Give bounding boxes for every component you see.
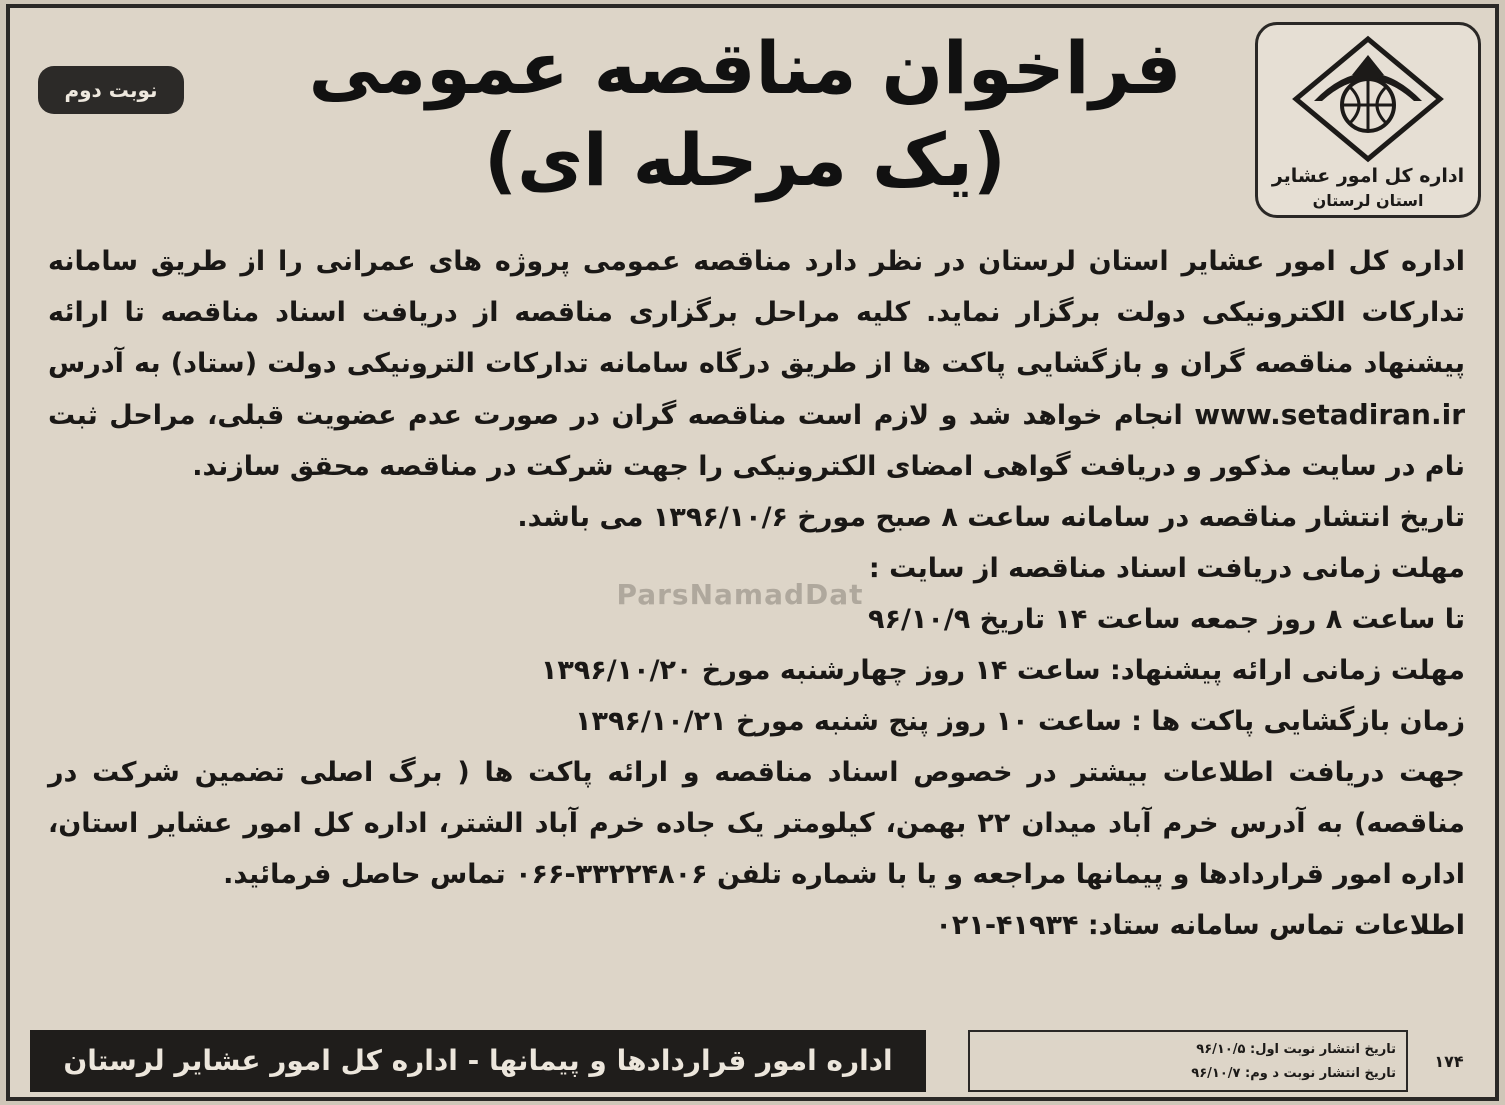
contact-info: جهت دریافت اطلاعات بیشتر در خصوص اسناد مناقصه و ارائه پاکت ها ( برگ اصلی تضمین شرکت در مناقصه) به آدرس خرم آباد میدان ۲۲ بهمن، کیلومتر یک جاده خرم آباد الشتر، اداره کل امور عشایر استان، اداره امور قراردادها و پیمانها مراجعه و یا با شماره تلفن ۳۳۲۲۴۸۰۶-۰۶۶ تماس حاصل فرمائید. — [48, 757, 1466, 890]
publish-dates-box — [968, 1030, 1408, 1092]
opening-time: زمان بازگشایی پاکت ها : ساعت ۱۰ روز پنج شنبه مورخ ۱۳۹۶/۱۰/۲۱ — [574, 706, 1465, 737]
publish-date: تاریخ انتشار مناقصه در سامانه ساعت ۸ صبح مورخ ۱۳۹۶/۱۰/۶ می باشد. — [517, 502, 1465, 533]
second-publish-date: تاریخ انتشار نوبت د وم: ۹۶/۱۰/۷ — [1191, 1066, 1396, 1081]
intro-text-part2: انجام خواهد شد و لازم است مناقصه گران در صورت عدم عضویت قبلی، مراحل ثبت نام در سایت مذکور و دریافت گواهی امضای الکترونیکی را جهت شرکت در مناقصه محقق سازند. — [48, 400, 1465, 482]
tender-announcement — [6, 4, 1499, 1101]
setad-contact: اطلاعات تماس سامانه ستاد: ۴۱۹۳۴-۰۲۱ — [935, 910, 1465, 941]
website-link[interactable]: www.setadiran.ir — [1194, 398, 1465, 431]
tribal-affairs-emblem-icon — [1292, 35, 1444, 163]
docs-deadline-label: مهلت زمانی دریافت اسناد مناقصه از سایت : — [868, 553, 1465, 584]
offer-deadline: مهلت زمانی ارائه پیشنهاد: ساعت ۱۴ روز چهارشنبه مورخ ۱۳۹۶/۱۰/۲۰ — [540, 655, 1465, 686]
first-publish-date: تاریخ انتشار نوبت اول: ۹۶/۱۰/۵ — [1196, 1042, 1396, 1057]
page-subtitle: (یک مرحله ای) — [484, 118, 1006, 202]
docs-deadline-value: تا ساعت ۸ روز جمعه ساعت ۱۴ تاریخ ۹۶/۱۰/۹ — [868, 604, 1465, 635]
intro-paragraph — [48, 236, 1465, 492]
publication-round-badge: نوبت دوم — [38, 66, 184, 114]
page-title: فراخوان مناقصه عمومی — [308, 26, 1182, 110]
watermark: ParsNamadDat — [616, 578, 864, 611]
page-number: ۱۷۴ — [1434, 1052, 1464, 1071]
footer-org-band: اداره امور قراردادها و پیمانها - اداره کل امور عشایر لرستان — [30, 1030, 926, 1092]
logo-box — [1255, 22, 1481, 218]
logo-org-line1: اداره کل امور عشایر — [1271, 165, 1465, 187]
intro-text-part1: اداره کل امور عشایر استان لرستان در نظر دارد مناقصه عمومی پروژه های عمرانی را از طریق سامانه تدارکات الکترونیکی دولت برگزار نماید. کلیه مراحل برگزاری مناقصه از دریافت اسناد مناقصه تا ارائه پیشنهاد مناقصه گران و بازگشایی پاکت ها از طریق درگاه سامانه تدارکات الترونیکی دولت (ستاد) به آدرس — [48, 246, 1465, 379]
logo-org-line2: استان لرستان — [1312, 191, 1424, 210]
